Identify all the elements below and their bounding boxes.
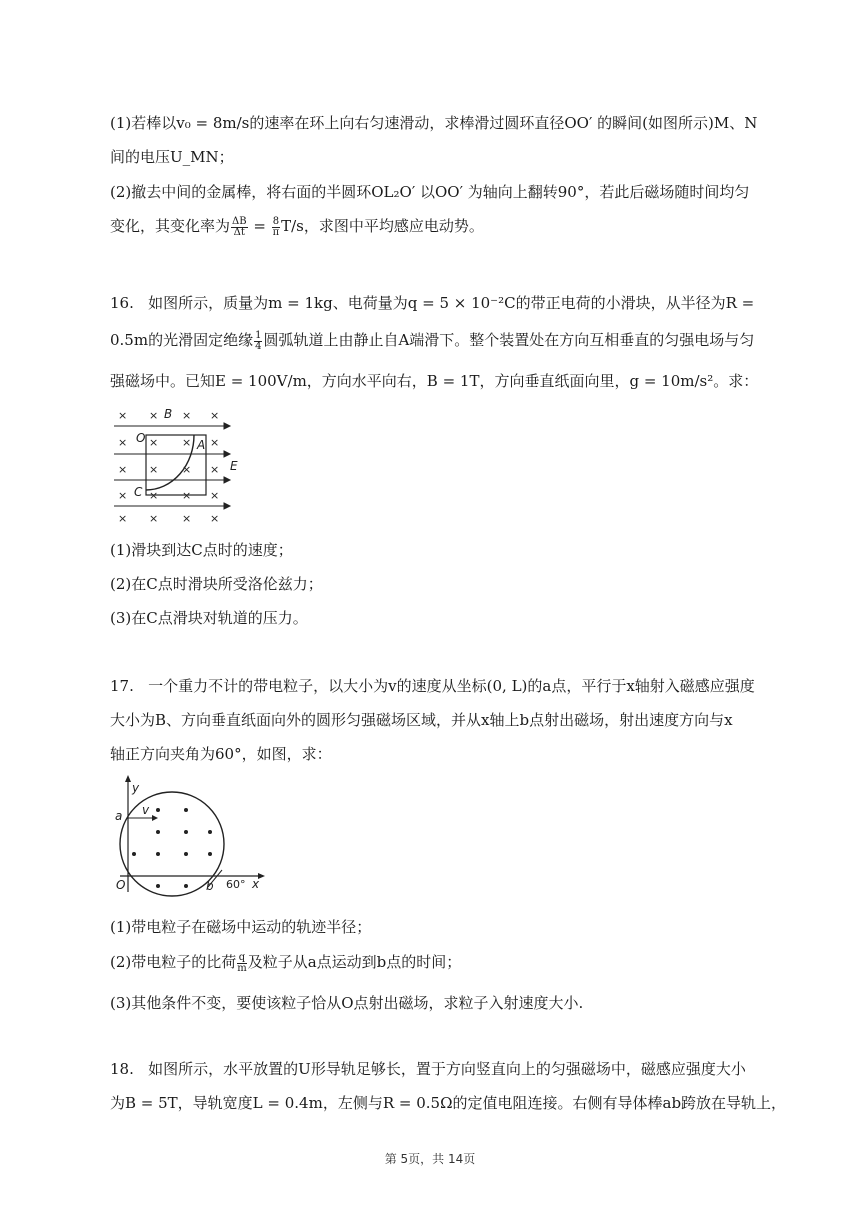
svg-text:×: × — [210, 409, 220, 422]
q16-sub2: (2)在C点时滑块所受洛伦兹力； — [110, 575, 323, 593]
q17-figure — [110, 774, 270, 898]
q15-part1-line2: 间的电压U_MN； — [110, 148, 234, 166]
svg-text:×: × — [149, 463, 159, 476]
q16-text: 圆弧轨道上由静止自A端滑下。整个装置处在方向互相垂直的匀强电场与匀 — [263, 331, 755, 349]
label-y: y — [132, 781, 140, 795]
q15-part2-line1: (2)撤去中间的金属棒，将右面的半圆环OL₂O′ 以OO′ 为轴向上翻转90°，若此后磁场随时间均匀 — [110, 183, 750, 201]
q16-line2 — [110, 330, 754, 352]
svg-text:×: × — [210, 512, 220, 525]
q18-line1 — [110, 1059, 746, 1079]
q17-sub1: (1)带电粒子在磁场中运动的轨迹半径； — [110, 918, 372, 936]
svg-text:×: × — [149, 489, 159, 502]
svg-text:×: × — [182, 512, 192, 525]
svg-text:×: × — [210, 489, 220, 502]
charge-mass-ratio — [237, 953, 246, 974]
frac-numerator: q — [238, 951, 246, 963]
label-e: E — [230, 459, 238, 473]
svg-text:×: × — [118, 463, 128, 476]
q15-rate-fraction — [231, 217, 248, 238]
q16-figure — [112, 402, 244, 528]
velocity-arrowhead — [152, 815, 158, 821]
q15-rate-text: 变化，其变化率为 — [110, 217, 231, 235]
svg-text:×: × — [149, 436, 159, 449]
q16-line1 — [110, 293, 754, 313]
frac-denominator: m — [237, 962, 247, 974]
q17-line3: 轴正方向夹角为60°，如图，求： — [110, 745, 332, 763]
label-x: x — [252, 877, 260, 891]
equals: = — [248, 217, 271, 235]
q17-text: 一个重力不计的带电粒子，以大小为v的速度从坐标(0, L)的a点，平行于x轴射入磁感应强度 — [148, 677, 755, 695]
q18-text: 如图所示，水平放置的U形导轨足够长，置于方向竖直向上的匀强磁场中，磁感应强度大小 — [148, 1060, 746, 1078]
label-b: b — [206, 879, 214, 893]
svg-text:×: × — [149, 512, 159, 525]
label-v: v — [142, 803, 150, 817]
frac-numerator: 8 — [272, 215, 280, 227]
q15-part1-line1: (1)若棒以v₀ = 8m/s的速率在环上向右匀速滑动，求棒滑过圆环直径OO′ 的瞬间(如图所示)M、N — [110, 114, 758, 132]
question-number: 17. — [110, 677, 134, 695]
q16-sub3: (3)在C点滑块对轨道的压力。 — [110, 609, 308, 627]
svg-text:×: × — [210, 463, 220, 476]
q15-rate-tail: T/s，求图中平均感应电动势。 — [281, 217, 484, 235]
frac-denominator: 4 — [255, 340, 262, 352]
q17-line2: 大小为B、方向垂直纸面向外的圆形匀强磁场区域，并从x轴上b点射出磁场，射出速度方向与x — [110, 711, 733, 729]
frac-numerator: 1 — [255, 329, 262, 341]
frac-denominator: π — [272, 226, 280, 238]
q17-sub3: (3)其他条件不变，要使该粒子恰从O点射出磁场，求粒子入射速度大小. — [110, 994, 584, 1012]
svg-text:×: × — [118, 512, 128, 525]
label-b: B — [164, 407, 173, 421]
svg-text:×: × — [118, 436, 128, 449]
q17-sub2-tail: 及粒子从a点运动到b点的时间； — [247, 953, 462, 971]
q17-sub2-text: (2)带电粒子的比荷 — [110, 953, 237, 971]
q16-sub1: (1)滑块到达C点时的速度； — [110, 541, 293, 559]
label-o: O — [136, 431, 146, 445]
svg-text:×: × — [182, 489, 192, 502]
q17-line1 — [110, 676, 755, 696]
q16-text: 如图所示，质量为m = 1kg、电荷量为q = 5 × 10⁻²C的带正电荷的小滑块，从半径为R = — [148, 294, 755, 312]
frac-denominator: Δt — [233, 226, 245, 238]
label-o: O — [116, 878, 126, 892]
label-a: a — [115, 809, 123, 823]
q18-line2: 为B = 5T，导轨宽度L = 0.4m，左侧与R = 0.5Ω的定值电阻连接。右侧有导体棒ab跨放在导轨上， — [110, 1094, 787, 1112]
svg-text:×: × — [182, 436, 192, 449]
svg-text:×: × — [182, 409, 192, 422]
label-angle: 60° — [226, 878, 246, 891]
q16-text: 0.5m的光滑固定绝缘 — [110, 331, 254, 349]
svg-text:×: × — [149, 409, 159, 422]
label-a: A — [197, 438, 206, 452]
quarter-fraction — [254, 331, 262, 352]
svg-text:×: × — [118, 409, 128, 422]
svg-text:×: × — [182, 463, 192, 476]
q15-rate-value-fraction — [272, 217, 280, 238]
page-footer: 第 5页，共 14页 — [384, 1152, 476, 1166]
label-c: C — [134, 485, 143, 499]
q17-sub2 — [110, 952, 461, 974]
frac-numerator: ΔB — [232, 215, 247, 227]
q16-line3: 强磁场中。已知E = 100V/m，方向水平向右，B = 1T，方向垂直纸面向里，g = 10m/s²。求： — [110, 372, 759, 390]
svg-text:×: × — [210, 436, 220, 449]
question-number: 16. — [110, 294, 134, 312]
y-axis-arrow — [125, 775, 131, 782]
svg-text:×: × — [118, 489, 128, 502]
q15-part2-line2 — [110, 216, 484, 238]
question-number: 18. — [110, 1060, 134, 1078]
